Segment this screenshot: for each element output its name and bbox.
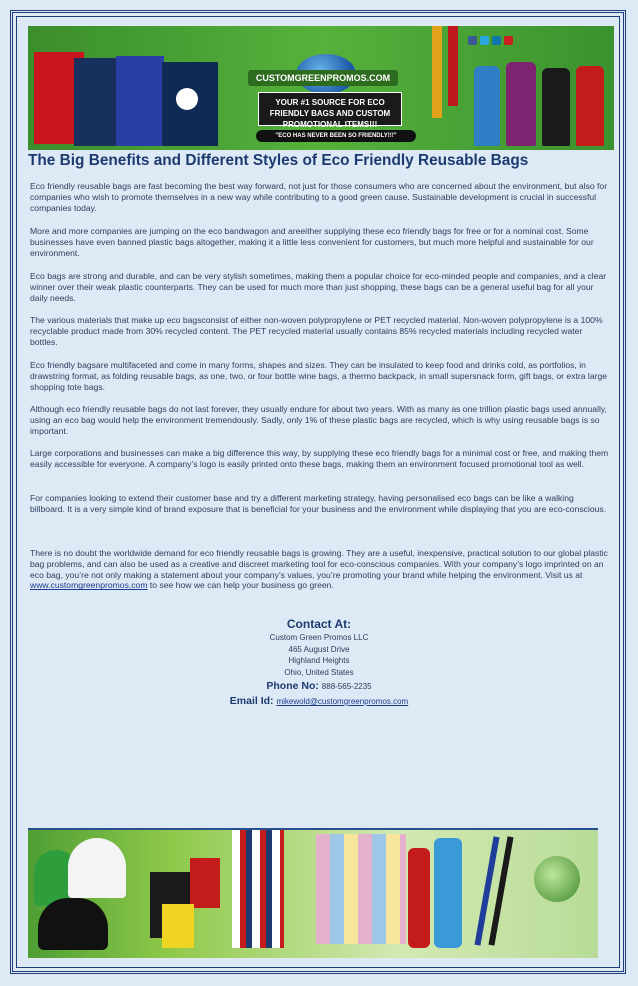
paragraph-5: Eco friendly bagsare multifaceted and come in many forms, shapes and sizes. They can be insulated to keep food and drinks cold, as portfolios, in drawstring format, as folding reusable bags, as one, two, or four bottle wine bags, a thermo backpack, in small supersnack form, gift bags, or extra large shopping tote bags. [30, 360, 608, 392]
paragraph-4: The various materials that make up eco bagsconsist of either non-woven polypropylene or PET recycled material. Non-woven polypropylene is a 100% recyclable product made from 30% recycled content. The PET recycled material usually contains 85% recycled materials including recycled water bottles. [30, 315, 603, 347]
contact-company: Custom Green Promos LLC [269, 633, 369, 642]
check-mark-icon [176, 88, 198, 110]
top-banner [28, 26, 614, 150]
closing-end: to see how we can help your business go green. [147, 580, 334, 591]
youtube-icon[interactable] [504, 36, 513, 45]
contact-heading: Contact At: [286, 617, 352, 631]
contact-state: Ohio, United States [284, 668, 354, 677]
paragraph-6: Although eco friendly reusable bags do not last forever, they usually endure for about two years. With as many as one trillion plastic bags used annually, using an eco bag would help the environment tremendously. Sadly, only 1% of these plastic bags are recycled, which is why using reusable bags is so important. [30, 404, 607, 436]
paragraph-1: Eco friendly reusable bags are fast becoming the best way forward, not just for those consumers who are concerned about the environment, but also for companies who wish to promote themselves in a new way while contributing to a good green cause. Sustainable development is crucial in successful companies today. [30, 181, 608, 213]
website-link[interactable]: www.customgreenpromos.com [30, 580, 148, 591]
email-label: Email Id: [229, 695, 274, 707]
closing-text: There is no doubt the worldwide demand for eco friendly reusable bags is growing. They are a useful, inexpensive, practical solution to our global plastic bag problems, and can also be used as a creative and discreet marketing tool for eco-conscious companies. With your company’s logo imprinted on an eco bag, you’re not only making a statement about your company’s values, you’re promoting your brand while helping the environment. Visit us at [30, 548, 608, 580]
paragraph-8: For companies looking to extend their customer base and try a different marketing strategy, having personalised eco bags can be like a walking billboard. It is a very simple kind of brand exposure that is beneficial for your business and the environment while displaying that you are eco-conscious. [30, 493, 607, 514]
twitter-icon[interactable] [480, 36, 489, 45]
linkedin-icon[interactable] [492, 36, 501, 45]
paragraph-2: More and more companies are jumping on the eco bandwagon and areeither supplying these eco friendly bags for free or for a nominal cost. Some businesses have even banned plastic bags altogether, making it a little less convenient for customers, but much more helpful and sustainable for our environment. [30, 226, 594, 258]
article-title: The Big Benefits and Different Styles of Eco Friendly Reusable Bags [28, 152, 529, 169]
contact-email [0, 695, 638, 707]
closing-paragraph [30, 548, 610, 591]
facebook-icon[interactable] [468, 36, 477, 45]
lanyards-image [232, 828, 284, 948]
banner-logo-text: CUSTOMGREENPROMOS.COM [248, 70, 398, 86]
contact-city: Highland Heights [288, 656, 350, 665]
banner-slogan: "ECO HAS NEVER BEEN SO FRIENDLY!!!" [256, 130, 416, 142]
phone-label: Phone No: [266, 680, 319, 692]
black-cap-image [38, 898, 108, 950]
purple-bottle-image [506, 62, 536, 146]
bottom-banner [28, 828, 598, 958]
blue-bag-image [116, 56, 164, 146]
phone-value: 888-565-2235 [321, 682, 372, 691]
bookmarks-image [316, 834, 406, 944]
email-link[interactable]: mikewold@customgreenpromos.com [276, 697, 409, 706]
blue-bottle-2-image [434, 838, 462, 948]
banner-tagline: YOUR #1 SOURCE FOR ECO FRIENDLY BAGS AND CUSTOM PROMOTIONAL ITEMS!!! [258, 92, 402, 126]
paragraph-7: Large corporations and businesses can make a big difference this way, by supplying these eco friendly bags for a minimal cost or free, and making them easily accessible for everyone. A company’s logo is easily printed onto these bags, making them an environment focused promotional tool as well. [30, 448, 609, 469]
white-cap-image [68, 838, 126, 898]
contact-phone [0, 680, 638, 692]
bottom-banner-rule [28, 828, 598, 830]
red-bottle-2-image [408, 848, 430, 948]
blue-bottle-image [474, 66, 500, 146]
black-bottle-image [542, 68, 570, 146]
paragraph-3: Eco bags are strong and durable, and can be very stylish sometimes, making them a popular choice for eco-minded people and companies, and a clear winner over their weak plastic counterparts. They can be used for much more than just shopping, these bags can be a general useful bag for all your daily needs. [30, 271, 607, 303]
contact-street: 465 August Drive [288, 645, 350, 654]
yellow-bag-image [162, 904, 194, 948]
globe-hands-image [534, 856, 580, 902]
red-tote-image [190, 858, 220, 908]
lanyard-2-image [448, 26, 458, 106]
navy-bag-image [74, 58, 120, 146]
red-bottle-image [576, 66, 604, 146]
lanyard-image [432, 26, 442, 118]
